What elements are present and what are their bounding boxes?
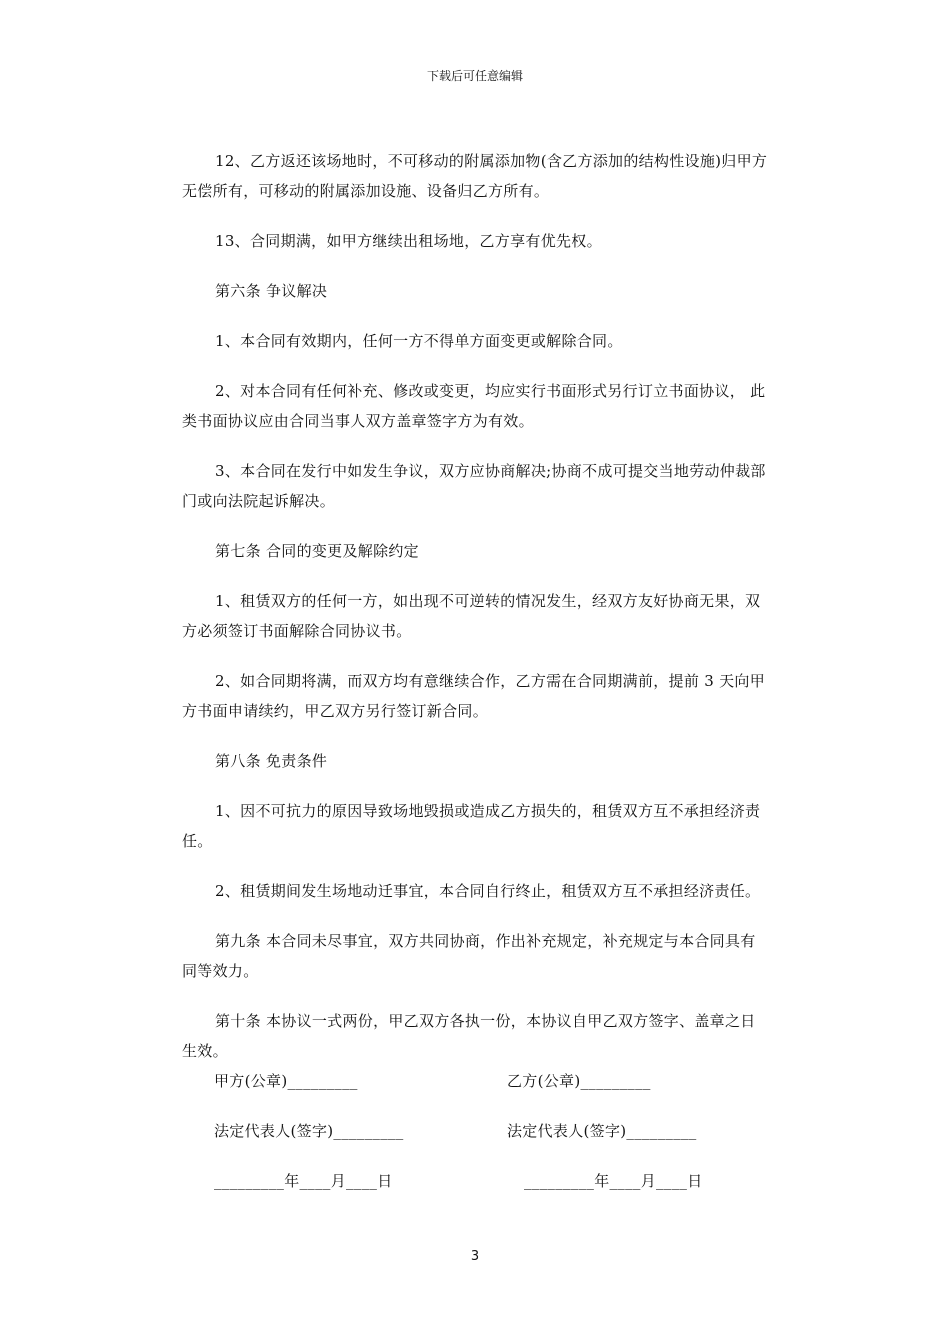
article-9: 第九条 本合同未尽事宜，双方共同协商，作出补充规定，补充规定与本合同具有同等效力。 (182, 932, 756, 980)
article-8-item-2: 2、租赁期间发生场地动迁事宜，本合同自行终止，租赁双方互不承担经济责任。 (215, 882, 761, 900)
article-10: 第十条 本协议一式两份，甲乙双方各执一份，本协议自甲乙双方签字、盖章之日生效。 (182, 1012, 756, 1060)
clause-13-priority-right: 13、合同期满，如甲方继续出租场地，乙方享有优先权。 (215, 232, 602, 250)
clause-12-return-site: 12、乙方返还该场地时，不可移动的附属添加物(含乙方添加的结构性设施)归甲方无偿所有，可移动的附属添加设施、设备归乙方所有。 (182, 152, 768, 200)
article-8-heading: 第八条 免责条件 (215, 752, 328, 770)
party-a-representative-field: 法定代表人(签字)_________ (214, 1122, 404, 1140)
article-6-heading: 第六条 争议解决 (215, 282, 328, 300)
party-b-seal-field: 乙方(公章)_________ (507, 1072, 651, 1090)
date-row (214, 1166, 774, 1216)
party-b-date-field: _________年____月____日 (524, 1172, 703, 1190)
article-6-item-2: 2、对本合同有任何补充、修改或变更，均应实行书面形式另行订立书面协议， 此类书面协议应由合同当事人双方盖章签字方为有效。 (182, 382, 766, 430)
article-6-item-1: 1、本合同有效期内，任何一方不得单方面变更或解除合同。 (215, 332, 623, 350)
article-7-item-1: 1、租赁双方的任何一方，如出现不可逆转的情况发生，经双方友好协商无果，双方必须签订书面解除合同协议书。 (182, 592, 761, 640)
signature-block (214, 1066, 774, 1216)
article-7-item-2: 2、如合同期将满，而双方均有意继续合作，乙方需在合同期满前，提前 3 天向甲方书面申请续约，甲乙双方另行签订新合同。 (182, 672, 766, 720)
contract-body (182, 146, 770, 1086)
party-a-seal-field: 甲方(公章)_________ (214, 1072, 358, 1090)
article-7-heading: 第七条 合同的变更及解除约定 (215, 542, 419, 560)
page-number: 3 (470, 1249, 480, 1264)
seal-row (214, 1066, 774, 1116)
party-a-date-field: _________年____月____日 (214, 1172, 393, 1190)
party-b-representative-field: 法定代表人(签字)_________ (507, 1122, 697, 1140)
page-header: 下载后可任意编辑 (426, 69, 523, 83)
article-6-item-3: 3、本合同在发行中如发生争议，双方应协商解决;协商不成可提交当地劳动仲裁部门或向法院起诉解决。 (182, 462, 766, 510)
article-8-item-1: 1、因不可抗力的原因导致场地毁损或造成乙方损失的，租赁双方互不承担经济责任。 (182, 802, 761, 850)
representative-row (214, 1116, 774, 1166)
